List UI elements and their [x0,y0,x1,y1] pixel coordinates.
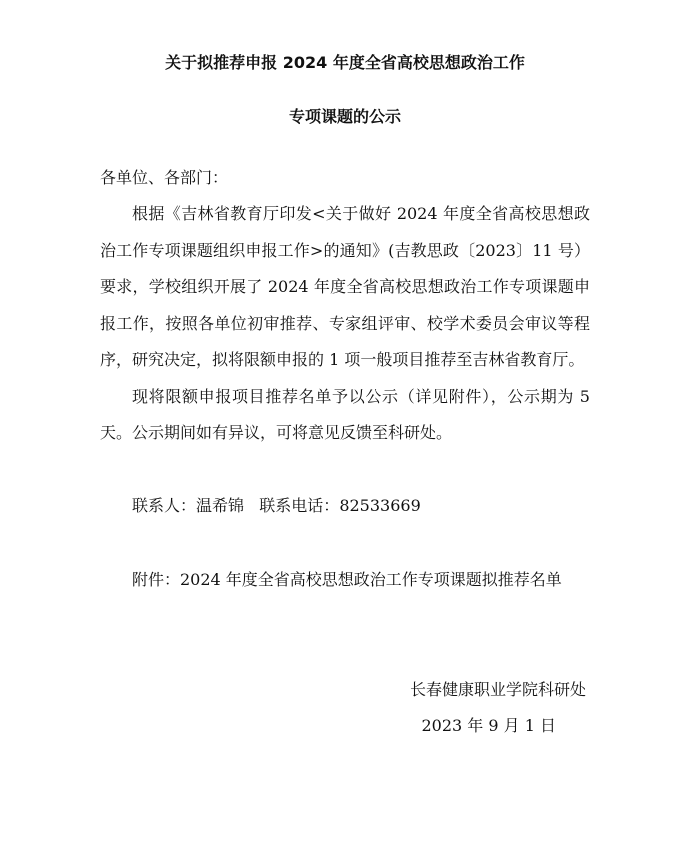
paragraph-notice: 根据《吉林省教育厅印发<关于做好 2024 年度全省高校思想政治工作专项课题组织申报工作>的通知》(吉教思政〔2023〕11 号）要求，学校组织开展了 2024 年度全省高校思想政治工作专项课题申报工作，按照各单位初审推荐、专家组评审、校学术委员会审议等程序，研究决定，拟将限额申报的 1 项一般项目推荐至吉林省教育厅。 [100,204,590,369]
paragraph-publicity: 现将限额申报项目推荐名单予以公示（详见附件），公示期为 5 天。公示期间如有异议，可将意见反馈至科研处。 [100,386,590,442]
title-line-1: 关于拟推荐申报 2024 年度全省高校思想政治工作 [165,53,525,72]
contact-person: 温希锦 [196,496,245,515]
contact-person-label: 联系人： [132,496,197,515]
body-paragraphs [100,196,590,452]
signature-org: 长春健康职业学院科研处 [409,680,586,699]
contact-line [132,493,421,516]
title-line-2: 专项课题的公示 [288,107,401,126]
attachment-note: 附件：2024 年度全省高校思想政治工作专项课题拟推荐名单 [132,570,562,589]
salutation: 各单位、各部门： [100,168,229,187]
contact-phone-label: 联系电话： [259,496,340,515]
contact-phone: 82533669 [339,496,421,515]
signature-date: 2023 年 9 月 1 日 [421,716,556,735]
